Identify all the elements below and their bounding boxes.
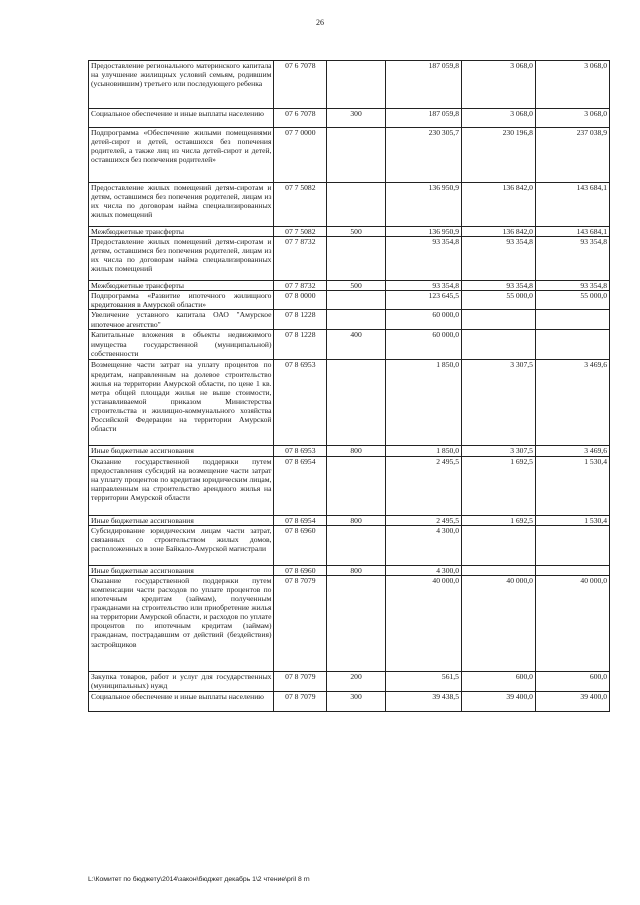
row-name-cell: Межбюджетные трансферты [89,281,274,291]
row-amount-cell-1: 123 645,5 [385,291,461,310]
row-amount-cell-2 [461,330,535,360]
row-code-cell: 07 8 1228 [274,310,327,330]
row-name-cell: Увеличение уставного капитала ОАО "Амурское ипотечное агентство" [89,310,274,330]
table-row [89,109,610,128]
row-amount-cell-3: 143 684,1 [535,227,609,237]
table-row [89,291,610,310]
row-expense-type-cell [327,237,386,281]
row-amount-cell-1: 1 850,0 [385,360,461,446]
row-amount-cell-1: 60 000,0 [385,310,461,330]
row-expense-type-cell [327,456,386,515]
table-row [89,237,610,281]
row-code-cell: 07 8 0000 [274,291,327,310]
row-amount-cell-1: 2 495,5 [385,456,461,515]
row-expense-type-cell: 500 [327,281,386,291]
row-name-cell: Социальное обеспечение и иные выплаты населению [89,691,274,711]
row-code-cell: 07 8 6954 [274,456,327,515]
row-amount-cell-2: 136 842,0 [461,227,535,237]
row-code-cell: 07 8 6960 [274,525,327,565]
row-expense-type-cell: 200 [327,671,386,691]
table-row [89,456,610,515]
table-row [89,281,610,291]
row-expense-type-cell: 500 [327,227,386,237]
row-amount-cell-2 [461,565,535,575]
row-expense-type-cell [327,128,386,183]
row-amount-cell-1: 40 000,0 [385,575,461,671]
table-row [89,446,610,456]
row-code-cell: 07 7 0000 [274,128,327,183]
row-amount-cell-3: 3 068,0 [535,61,609,109]
row-amount-cell-1: 187 059,8 [385,61,461,109]
row-name-cell: Субсидирование юридическим лицам части затрат, связанных со строительством жилых домов, расположенных в зоне Байкало-Амурской магистрали [89,525,274,565]
row-amount-cell-2: 3 068,0 [461,109,535,128]
row-amount-cell-1: 187 059,8 [385,109,461,128]
row-amount-cell-3: 237 038,9 [535,128,609,183]
row-name-cell: Возмещение части затрат на уплату процентов по кредитам, направленным на долевое строительство жилья на территории Амурской области, по цене 1 кв. метра общей площади жилья не выше стоимости, устанавливаемой приказом Министерства строительства и жилищно-коммунального хозяйства Российской Федерации на территории Амурской области [89,360,274,446]
row-code-cell: 07 7 5082 [274,183,327,227]
row-amount-cell-3: 55 000,0 [535,291,609,310]
row-expense-type-cell: 300 [327,691,386,711]
table-row [89,515,610,525]
row-name-cell: Иные бюджетные ассигнования [89,515,274,525]
row-amount-cell-1: 4 300,0 [385,565,461,575]
row-expense-type-cell [327,525,386,565]
row-amount-cell-2: 1 692,5 [461,515,535,525]
row-amount-cell-2: 3 068,0 [461,61,535,109]
row-amount-cell-2: 3 307,5 [461,446,535,456]
row-expense-type-cell: 800 [327,515,386,525]
row-amount-cell-3: 3 469,6 [535,446,609,456]
row-code-cell: 07 6 7078 [274,61,327,109]
row-amount-cell-3: 1 530,4 [535,456,609,515]
row-amount-cell-2: 39 400,0 [461,691,535,711]
row-amount-cell-3: 93 354,8 [535,281,609,291]
row-expense-type-cell: 800 [327,446,386,456]
row-amount-cell-1: 4 300,0 [385,525,461,565]
row-expense-type-cell: 800 [327,565,386,575]
row-name-cell: Капитальные вложения в объекты недвижимого имущества государственной (муниципальной) собственности [89,330,274,360]
table-row [89,310,610,330]
row-code-cell: 07 7 5082 [274,227,327,237]
row-amount-cell-2: 93 354,8 [461,281,535,291]
row-amount-cell-3 [535,525,609,565]
row-amount-cell-2 [461,310,535,330]
row-code-cell: 07 8 1228 [274,330,327,360]
budget-table [88,60,610,712]
row-amount-cell-2: 230 196,8 [461,128,535,183]
table-row [89,227,610,237]
row-amount-cell-1: 136 950,9 [385,227,461,237]
budget-table-body [89,61,610,712]
row-amount-cell-2 [461,525,535,565]
table-row [89,691,610,711]
row-name-cell: Социальное обеспечение и иные выплаты населению [89,109,274,128]
page-number: 26 [316,18,324,27]
row-amount-cell-1: 93 354,8 [385,281,461,291]
row-amount-cell-1: 2 495,5 [385,515,461,525]
row-name-cell: Предоставление жилых помещений детям-сиротам и детям, оставшимся без попечения родителей, лицам из их числа по договорам найма специализированных жилых помещений [89,237,274,281]
row-name-cell: Закупка товаров, работ и услуг для государственных (муниципальных) нужд [89,671,274,691]
row-expense-type-cell: 400 [327,330,386,360]
row-code-cell: 07 8 6954 [274,515,327,525]
row-amount-cell-1: 39 438,5 [385,691,461,711]
row-expense-type-cell [327,291,386,310]
table-row [89,360,610,446]
row-amount-cell-1: 1 850,0 [385,446,461,456]
row-name-cell: Оказание государственной поддержки путем компенсации части расходов по уплате процентов по ипотечным кредитам (займам), полученным гражданами на строительство или приобретение жилья на территории Амурской области, и расходов по уплате процентов по ипотечным кредитам (займам) гражданам, пострадавшим от действий (бездействия) застройщиков [89,575,274,671]
row-amount-cell-1: 60 000,0 [385,330,461,360]
row-name-cell: Предоставление регионального материнского капитала на улучшение жилищных условий семьям, родившим (усыновившим) третьего или последующего ребенка [89,61,274,109]
table-row [89,330,610,360]
table-row [89,671,610,691]
row-amount-cell-3: 3 068,0 [535,109,609,128]
table-row [89,565,610,575]
row-amount-cell-3 [535,330,609,360]
row-amount-cell-3 [535,310,609,330]
row-code-cell: 07 8 7079 [274,671,327,691]
row-name-cell: Иные бюджетные ассигнования [89,446,274,456]
row-amount-cell-2: 136 842,0 [461,183,535,227]
row-amount-cell-3 [535,565,609,575]
row-amount-cell-1: 561,5 [385,671,461,691]
row-code-cell: 07 8 7079 [274,575,327,671]
row-name-cell: Межбюджетные трансферты [89,227,274,237]
row-expense-type-cell: 300 [327,109,386,128]
row-code-cell: 07 7 8732 [274,237,327,281]
row-code-cell: 07 6 7078 [274,109,327,128]
row-amount-cell-2: 93 354,8 [461,237,535,281]
row-code-cell: 07 8 6960 [274,565,327,575]
table-row [89,128,610,183]
row-amount-cell-2: 3 307,5 [461,360,535,446]
table-row [89,183,610,227]
row-amount-cell-1: 93 354,8 [385,237,461,281]
row-name-cell: Иные бюджетные ассигнования [89,565,274,575]
row-amount-cell-3: 600,0 [535,671,609,691]
table-row [89,525,610,565]
row-amount-cell-3: 3 469,6 [535,360,609,446]
row-name-cell: Предоставление жилых помещений детям-сиротам и детям, оставшимся без попечения родителей, лицам из их числа по договорам найма специализированных жилых помещений [89,183,274,227]
row-name-cell: Подпрограмма «Развитие ипотечного жилищного кредитования в Амурской области» [89,291,274,310]
row-expense-type-cell [327,310,386,330]
row-amount-cell-1: 230 305,7 [385,128,461,183]
table-row [89,575,610,671]
footer-file-path: L:\Комитет по бюджету\2014\закон\бюджет декабрь 1\2 чтение\pril 8 rn [88,876,310,883]
row-code-cell: 07 8 7079 [274,691,327,711]
row-amount-cell-3: 40 000,0 [535,575,609,671]
row-code-cell: 07 7 8732 [274,281,327,291]
row-amount-cell-3: 39 400,0 [535,691,609,711]
row-expense-type-cell [327,360,386,446]
row-amount-cell-2: 1 692,5 [461,456,535,515]
row-amount-cell-1: 136 950,9 [385,183,461,227]
row-code-cell: 07 8 6953 [274,446,327,456]
row-amount-cell-2: 55 000,0 [461,291,535,310]
row-expense-type-cell [327,61,386,109]
row-amount-cell-3: 93 354,8 [535,237,609,281]
row-expense-type-cell [327,183,386,227]
row-amount-cell-3: 143 684,1 [535,183,609,227]
row-expense-type-cell [327,575,386,671]
row-amount-cell-2: 600,0 [461,671,535,691]
table-row [89,61,610,109]
row-name-cell: Подпрограмма «Обеспечение жилыми помещениями детей-сирот и детей, оставшихся без попечения родителей, а также лиц из числа детей-сирот и детей, оставшихся без попечения родителей» [89,128,274,183]
row-code-cell: 07 8 6953 [274,360,327,446]
row-amount-cell-2: 40 000,0 [461,575,535,671]
row-name-cell: Оказание государственной поддержки путем предоставления субсидий на возмещение части затрат на уплату процентов по кредитам юридическим лицам, направленным на строительство арендного жилья на территории Амурской области [89,456,274,515]
row-amount-cell-3: 1 530,4 [535,515,609,525]
